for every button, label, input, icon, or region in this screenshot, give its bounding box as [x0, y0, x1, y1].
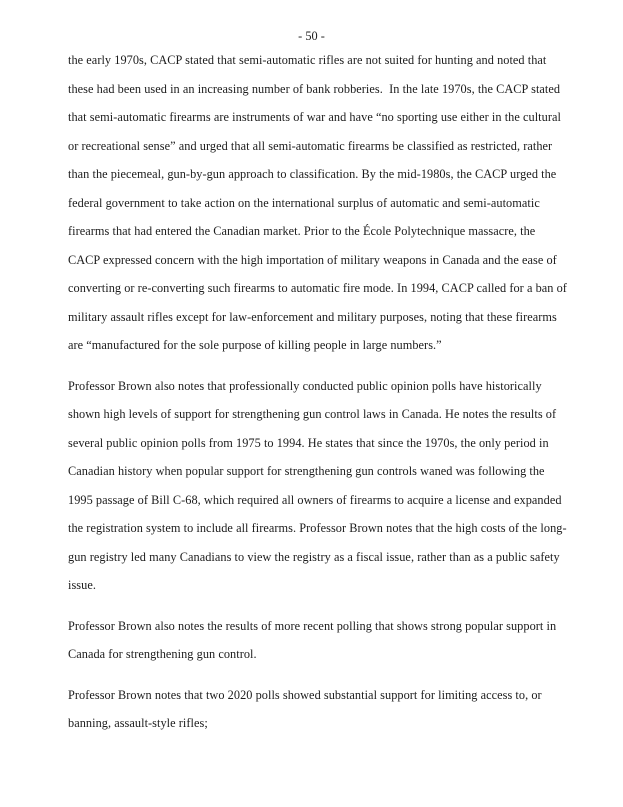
page-number: - 50 - [298, 29, 325, 43]
text-line: converting or re-converting such firearms to automatic fire mode. In 1994, CACP called for a ban of [68, 281, 567, 295]
text-line: Canada for strengthening gun control. [68, 647, 257, 661]
text-line: banning, assault-style rifles; [68, 716, 208, 730]
document-body [68, 46, 568, 750]
text-line: gun registry led many Canadians to view the registry as a fiscal issue, rather than as a public safety [68, 549, 560, 564]
text-line: several public opinion polls from 1975 to 1994. He states that since the 1970s, the only period in [68, 435, 549, 450]
text-line: federal government to take action on the international surplus of automatic and semi-automatic [68, 195, 540, 210]
text-line: military assault rifles except for law-enforcement and military purposes, noting that these firearms [68, 309, 557, 324]
text-line: 1995 passage of Bill C-68, which required all owners of firearms to acquire a license and expanded [68, 492, 562, 507]
text-line: the registration system to include all firearms. Professor Brown notes that the high costs of the long- [68, 521, 567, 535]
text-line: firearms that had entered the Canadian market. Prior to the École Polytechnique massacre, the [68, 224, 536, 238]
text-line: are “manufactured for the sole purpose of killing people in large numbers.” [68, 338, 442, 352]
text-line: CACP expressed concern with the high importation of military weapons in Canada and the ease of [68, 252, 557, 267]
paragraph [68, 681, 568, 738]
paragraph [68, 612, 568, 669]
text-line: issue. [68, 578, 96, 592]
text-line: or recreational sense” and urged that all semi-automatic firearms be classified as restricted, rather [68, 138, 553, 153]
text-line: that semi-automatic firearms are instruments of war and have “no sporting use either in the cultural [68, 110, 561, 124]
text-line: these had been used in an increasing number of bank robberies. In the late 1970s, the CACP stated [68, 81, 561, 96]
text-line: the early 1970s, CACP stated that semi-automatic rifles are not suited for hunting and noted that [68, 53, 547, 67]
text-line: shown high levels of support for strengthening gun control laws in Canada. He notes the results of [68, 407, 557, 421]
text-line: than the piecemeal, gun-by-gun approach to classification. By the mid-1980s, the CACP urged the [68, 167, 557, 181]
text-line: Professor Brown also notes the results of more recent polling that shows strong popular support in [68, 618, 557, 633]
text-line: Professor Brown also notes that professionally conducted public opinion polls have historically [68, 378, 542, 393]
paragraph [68, 46, 568, 360]
text-line: Canadian history when popular support for strengthening gun controls waned was following the [68, 464, 545, 478]
text-line: Professor Brown notes that two 2020 polls showed substantial support for limiting access to, or [68, 687, 542, 702]
paragraph [68, 372, 568, 600]
